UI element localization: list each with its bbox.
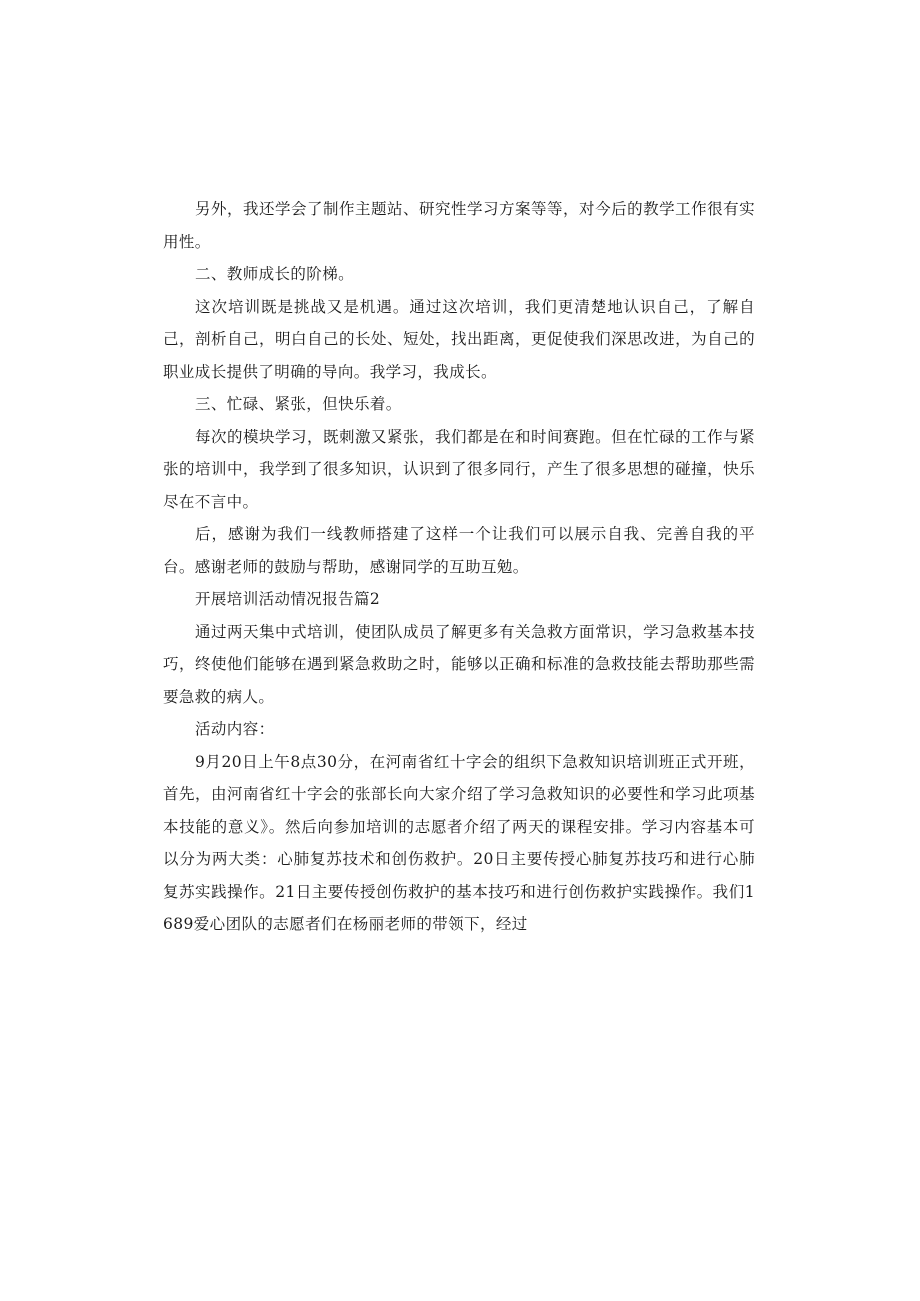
paragraph-intro-other: 另外，我还学会了制作主题站、研究性学习方案等等，对今后的教学工作很有实用性。 — [163, 200, 755, 251]
document-body — [163, 193, 755, 941]
paragraph-training-purpose: 通过两天集中式培训，使团队成员了解更多有关急救方面常识，学习急救基本技巧，终使他们能够在遇到紧急救助之时，能够以正确和标准的急救技能去帮助那些需要急救的病人。 — [163, 622, 755, 706]
paragraph-growth: 这次培训既是挑战又是机遇。通过这次培训，我们更清楚地认识自己，了解自己，剖析自己，明白自己的长处、短处，找出距离，更促使我们深思改进，为自己的职业成长提供了明确的导向。我学习，我成长。 — [163, 297, 755, 381]
activity-content-heading: 活动内容： — [195, 720, 275, 738]
section-heading-3: 三、忙碌、紧张，但快乐着。 — [195, 395, 402, 413]
paragraph-busy: 每次的模块学习，既刺激又紧张，我们都是在和时间赛跑。但在忙碌的工作与紧张的培训中，我学到了很多知识，认识到了很多同行，产生了很多思想的碰撞，快乐尽在不言中。 — [163, 427, 755, 511]
section-heading-2: 二、教师成长的阶梯。 — [195, 265, 355, 283]
paragraph-activity-details: 9月20日上午8点30分，在河南省红十字会的组织下急救知识培训班正式开班，首先，由河南省红十字会的张部长向大家介绍了学习急救知识的必要性和学习此项基本技能的意义》。然后向参加培训的志愿者介绍了两天的课程安排。学习内容基本可以分为两大类：心肺复苏技术和创伤救护。20日主要传授心肺复苏技巧和进行心肺复苏实践操作。21日主要传授创伤救护的基本技巧和进行创伤救护实践操作。我们1689爱心团队的志愿者们在杨丽老师的带领下，经过 — [163, 752, 755, 933]
paragraph-thanks: 后，感谢为我们一线教师搭建了这样一个让我们可以展示自我、完善自我的平台。感谢老师的鼓励与帮助，感谢同学的互助互勉。 — [163, 525, 755, 576]
report-title-part-2: 开展培训活动情况报告篇2 — [195, 590, 381, 608]
